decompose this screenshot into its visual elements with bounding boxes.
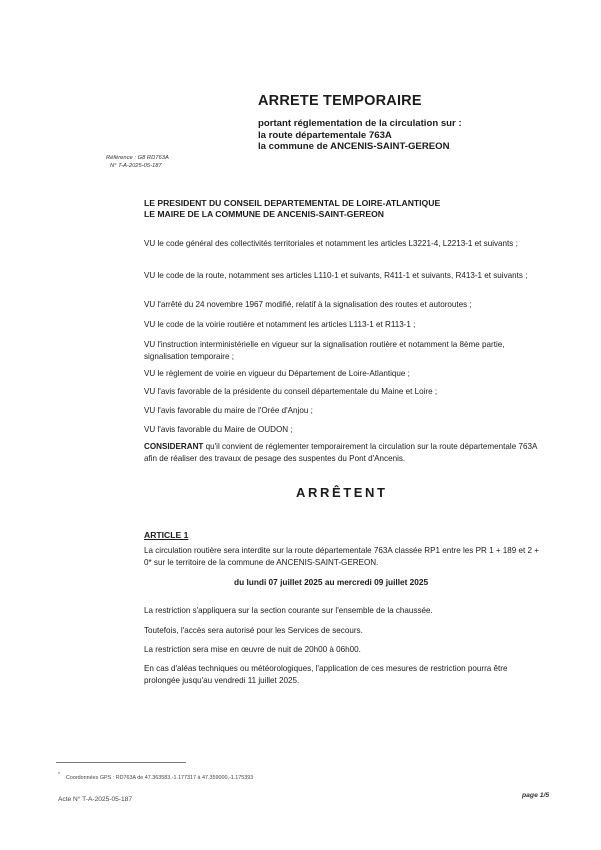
considerant-text: qu'il convient de réglementer temporairement la circulation sur la route départementale 763A afin de réaliser des travaux de pesage des suspentes du Pont d'Ancenis. <box>144 442 537 463</box>
authority-line: LE MAIRE DE LA COMMUNE DE ANCENIS-SAINT-GEREON <box>144 209 384 219</box>
acte-number: Acte N° T-A-2025-05-187 <box>58 796 132 803</box>
authority-line: LE PRESIDENT DU CONSEIL DEPARTEMENTAL DE LOIRE-ATLANTIQUE <box>144 198 441 208</box>
footnote-marker: * <box>58 772 60 778</box>
consideration-item: VU le règlement de voirie en vigueur du Département de Loire-Atlantique ; <box>144 369 410 378</box>
consideration-item: VU l'instruction interministérielle en vigueur sur la signalisation routière et notamment la 8ème partie, signalisation temporaire ; <box>144 340 505 361</box>
page-number: page 1/5 <box>522 792 550 799</box>
document-subtitle <box>258 118 462 153</box>
subtitle-line: la commune de ANCENIS-SAINT-GEREON <box>258 141 450 152</box>
footnote-text: Coordonnées GPS : RD763A de 47.363583,-1.177317 à 47.359000,-1.175393 <box>65 774 254 781</box>
decree-heading: ARRÊTENT <box>296 485 388 500</box>
subtitle-line: la route départementale 763A <box>258 129 392 141</box>
provision-item: Toutefois, l'accès sera autorisé pour les Services de secours. <box>144 626 363 635</box>
consideration-item: VU l'avis favorable du Maire de OUDON ; <box>144 425 293 434</box>
authority-block <box>144 198 440 220</box>
consideration-item: VU le code de la voirie routière et notamment les articles L113-1 et R113-1 ; <box>144 320 416 329</box>
consideration-item: VU le code général des collectivités territoriales et notamment les articles L3221-4, L2213-1 et suivants ; <box>144 239 518 248</box>
provision-item: La restriction sera mise en œuvre de nuit de 20h00 à 06h00. <box>144 645 361 654</box>
article-title: ARTICLE 1 <box>144 530 189 540</box>
document-title: ARRETE TEMPORAIRE <box>258 93 422 109</box>
consideration-item: VU l'avis favorable du maire de l'Orée d'Anjou ; <box>144 406 313 415</box>
consideration-item: VU l'arrêté du 24 novembre 1967 modifié, relatif à la signalisation des routes et autoroutes ; <box>144 300 472 309</box>
subtitle-line: portant réglementation de la circulation sur : <box>258 118 462 129</box>
provision-item: La restriction s'appliquera sur la section courante sur l'ensemble de la chaussée. <box>144 606 433 615</box>
reference-number: N° T-A-2025-05-187 <box>110 163 162 169</box>
consideration-item: VU le code de la route, notamment ses articles L110-1 et suivants, R411-1 et suivants, R413-1 et suivants ; <box>144 271 528 280</box>
restriction-dates: du lundi 07 juillet 2025 au mercredi 09 juillet 2025 <box>234 577 429 587</box>
provision-item: En cas d'aléas techniques ou météorologiques, l'application de ces mesures de restriction pourra être prolongée jusqu'au vendredi 11 juillet 2025. <box>144 664 508 685</box>
reference-line: Référence : G8 RD763A <box>106 155 169 161</box>
article-text: La circulation routière sera interdite sur la route départementale 763A classée RP1 entre les PR 1 + 189 et 2 + 0* sur le territoire de la commune de ANCENIS-SAINT-GEREON. <box>144 546 540 567</box>
consideration-item: VU l'avis favorable de la présidente du conseil départementale du Maine et Loire ; <box>144 387 438 396</box>
considerant-label: CONSIDERANT <box>144 442 204 451</box>
footnote-divider <box>56 762 186 763</box>
footnote <box>58 772 253 781</box>
considerant-paragraph <box>144 441 544 464</box>
reference-block <box>106 154 169 170</box>
